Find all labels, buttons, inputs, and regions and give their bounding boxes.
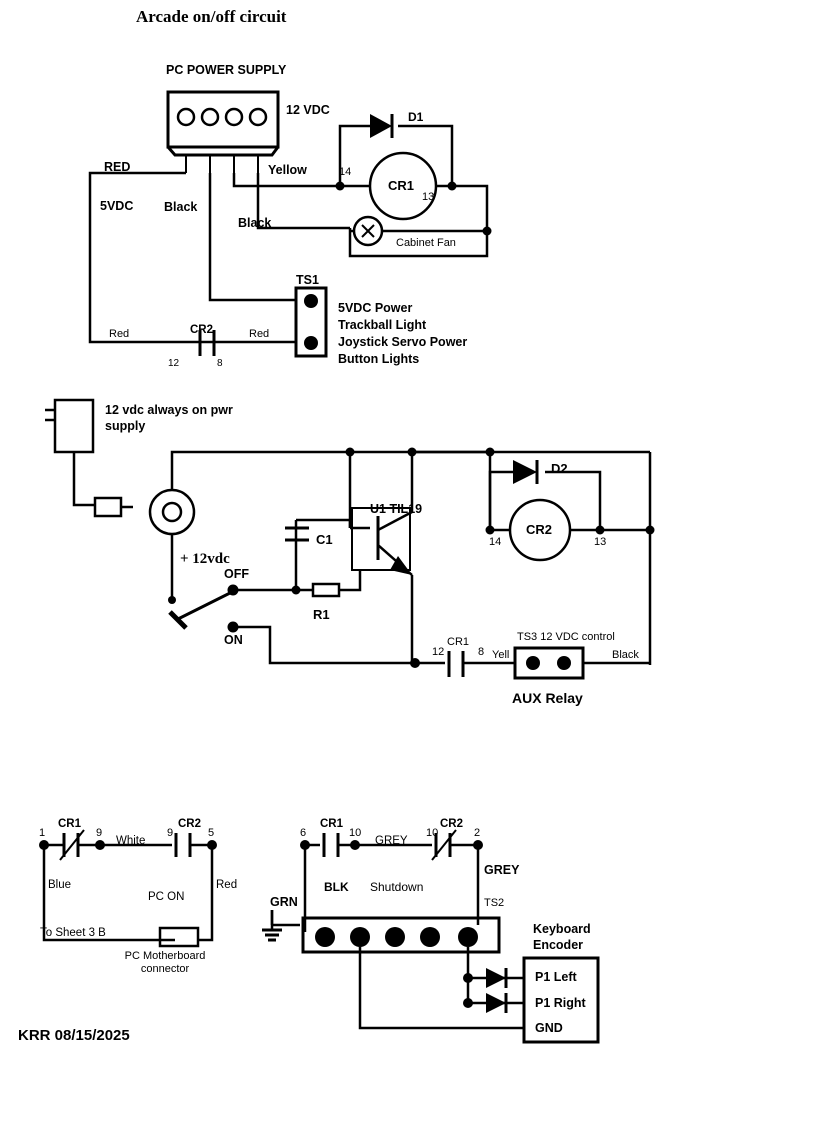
grey-wire-label-2: GREY	[484, 863, 520, 877]
switch-off-label: OFF	[224, 567, 249, 581]
red-wire-label-3: Red	[216, 879, 238, 891]
black-wire-label-2: Black	[238, 216, 272, 230]
red-wire-label: RED	[104, 160, 131, 174]
ts1-line-3: Button Lights	[338, 352, 420, 366]
ts1-label: TS1	[296, 273, 319, 287]
shutdown-label: Shutdown	[370, 880, 424, 894]
cr2-pin14-label: 14	[489, 536, 502, 548]
relay-cr1-label: CR1	[388, 178, 415, 193]
pin5-label: 5	[208, 827, 215, 839]
cr2-pin8-label: 8	[217, 358, 223, 369]
black-wire-label-1: Black	[164, 200, 198, 214]
blk-wire-label: BLK	[324, 880, 349, 894]
ts3-label: TS3 12 VDC control	[517, 631, 615, 643]
white-wire-label: White	[116, 835, 146, 847]
p1-right-label: P1 Right	[535, 996, 586, 1010]
cr2-contact-label-3: CR2	[178, 818, 202, 830]
cr2-pin13-label: 13	[594, 536, 607, 548]
yellow-label-2: Yell	[492, 649, 510, 661]
cr1-pin12-label: 12	[432, 646, 445, 658]
page-title: Arcade on/off circuit	[136, 7, 287, 26]
red-label-left: Red	[109, 328, 130, 340]
u1-til19-label: U1 TIL19	[370, 502, 423, 516]
yellow-wire-label: Yellow	[268, 163, 307, 177]
keyboard-encoder-label: Keyboard Encoder	[533, 922, 591, 953]
gnd-label: GND	[535, 1021, 563, 1035]
pc-motherboard-connector-label: PC Motherboard connector	[124, 950, 206, 976]
cr1-contact-label-3: CR1	[58, 818, 82, 830]
aux-relay-label: AUX Relay	[512, 690, 583, 706]
pin9a-label: 9	[96, 827, 103, 839]
diode-d1-label: D1	[408, 110, 424, 124]
cr1-pin14-label: 14	[339, 166, 352, 178]
pin10a-label: 10	[349, 827, 362, 839]
cr1-pin13-label: 13	[422, 191, 435, 203]
pin9b-label: 9	[167, 827, 174, 839]
pin6-label: 6	[300, 827, 307, 839]
cabinet-fan-label: Cabinet Fan	[396, 237, 456, 249]
pin1-label: 1	[39, 827, 46, 839]
pin2-label: 2	[474, 827, 481, 839]
always-on-supply-label: 12 vdc always on pwr supply	[105, 403, 233, 434]
cr1-pin8-label: 8	[478, 646, 485, 658]
plus-12vdc-label: + 12vdc	[180, 551, 230, 567]
cr1-contact-label-4: CR1	[320, 818, 344, 830]
cr2-contact-label-1: CR2	[190, 324, 214, 336]
relay-cr2-label: CR2	[526, 522, 553, 537]
p1-left-label: P1 Left	[535, 970, 577, 984]
switch-on-label: ON	[224, 633, 243, 647]
pc-on-label: PC ON	[148, 891, 185, 903]
ts1-line-0: 5VDC Power	[338, 301, 413, 315]
resistor-r1-label: R1	[313, 607, 330, 622]
ts1-line-1: Trackball Light	[338, 318, 427, 332]
diode-d2-label: D2	[551, 461, 568, 476]
grn-wire-label: GRN	[270, 895, 298, 909]
psu-label: PC POWER SUPPLY	[166, 63, 287, 77]
cr2-contact-label-4: CR2	[440, 818, 464, 830]
5vdc-label: 5VDC	[100, 199, 134, 213]
ts2-label: TS2	[484, 897, 505, 909]
blue-wire-label: Blue	[48, 879, 72, 891]
ts1-line-2: Joystick Servo Power	[338, 335, 468, 349]
capacitor-c1-label: C1	[316, 532, 333, 547]
cr1-contact-label-2: CR1	[447, 636, 470, 648]
grey-wire-label-1: GREY	[375, 835, 408, 847]
black-label-2: Black	[612, 649, 639, 661]
red-label-right: Red	[249, 328, 270, 340]
psu-12vdc-label: 12 VDC	[286, 103, 330, 117]
pin10b-label: 10	[426, 827, 439, 839]
to-sheet-3b-label: To Sheet 3 B	[40, 927, 106, 939]
signature: KRR 08/15/2025	[18, 1027, 130, 1044]
cr2-pin12-label: 12	[168, 358, 180, 369]
